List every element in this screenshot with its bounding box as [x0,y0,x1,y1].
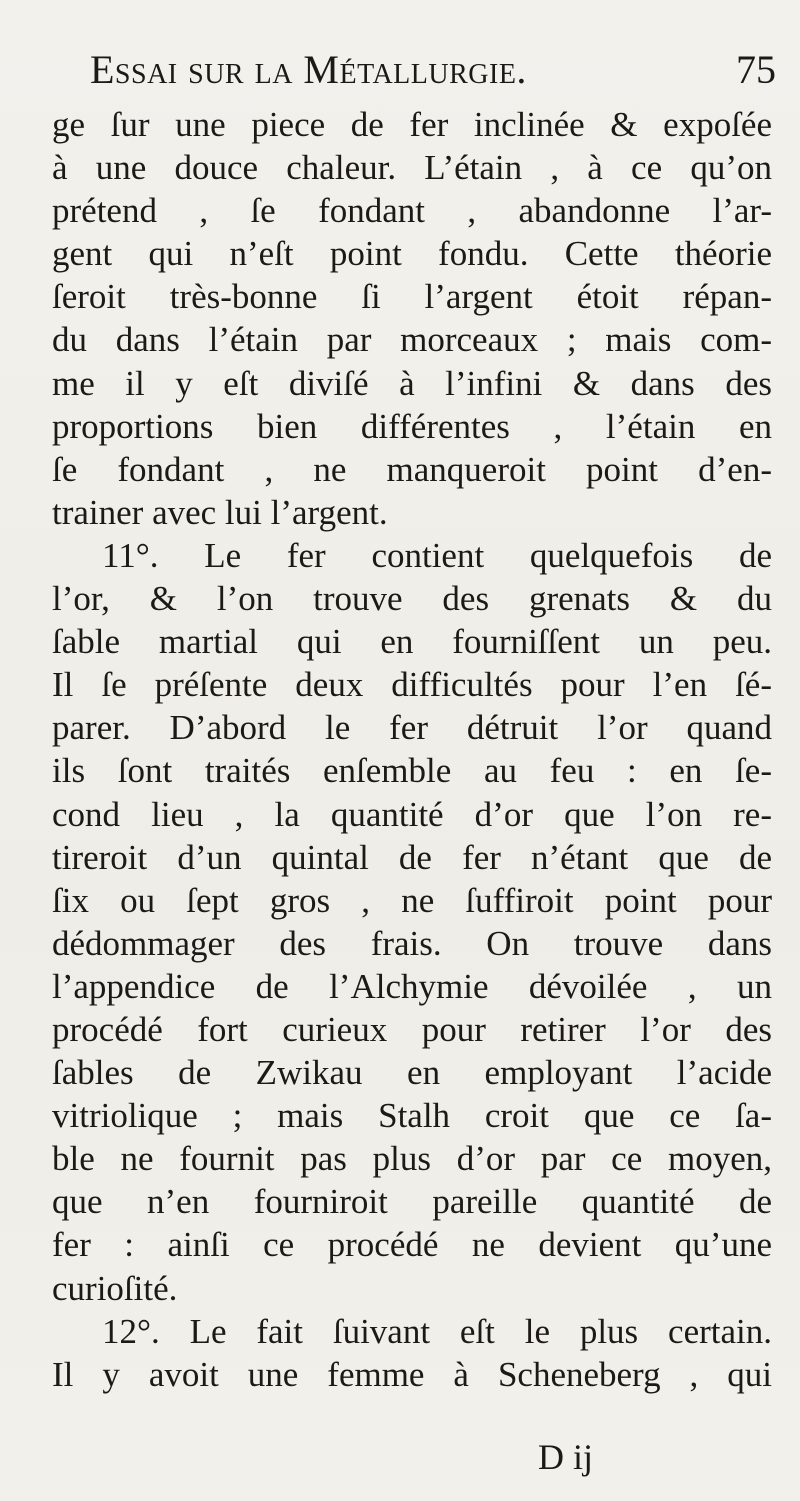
running-head [90,42,780,98]
text-line: ge ſur une piece de fer inclinée & expoſée [52,105,772,144]
text-line: procédé fort curieux pour retirer l’or des [52,1009,772,1049]
text-line: parer. D’abord le fer détruit l’or quand [52,708,772,748]
text-line: prétend , ſe fondant , abandonne l’ar- [52,191,772,231]
body-text [52,103,772,1396]
text-line: gent qui n’eſt point fondu. Cette théorie [52,234,772,274]
text-line: proportions bien différentes , l’étain en [52,406,772,446]
text-line: que n’en fourniroit pareille quantité de [52,1182,772,1222]
text-line: Il ſe préſente deux difficultés pour l’en ſé- [52,665,772,705]
text-line: à une douce chaleur. L’étain , à ce qu’on [52,148,772,188]
text-line: me il y eſt diviſé à l’infini & dans des [52,363,772,403]
paragraph-start-line: 12°. Le fait ſuivant eſt le plus certain. [102,1311,772,1351]
text-line: ſable martial qui en fourniſſent un peu. [52,622,772,662]
text-line: ſe fondant , ne manqueroit point d’en- [52,449,772,489]
text-line: ſeroit très-bonne ſi l’argent étoit répan- [52,277,772,317]
text-line: tireroit d’un quintal de fer n’étant que de [52,837,772,877]
text-line: l’appendice de l’Alchymie dévoilée , un [52,966,772,1006]
paragraph-start-line: 11°. Le fer contient quelquefois de [102,535,772,575]
text-line: vitriolique ; mais Stalh croit que ce ſa- [52,1096,772,1136]
text-line: dédommager des frais. On trouve dans [52,923,772,963]
text-line: Il y avoit une femme à Scheneberg , qui [52,1354,772,1394]
page-number: 75 [736,47,776,92]
text-line: curioſité. [52,1268,178,1308]
text-line: l’or, & l’on trouve des grenats & du [52,579,772,619]
text-line: fer : ainſi ce procédé ne devient qu’une [52,1225,772,1265]
text-line: ble ne fournit pas plus d’or par ce moyen, [52,1139,772,1179]
signature-mark: D ij [538,1437,594,1477]
text-line: du dans l’étain par morceaux ; mais com- [52,320,772,360]
text-line: cond lieu , la quantité d’or que l’on re- [52,794,772,834]
running-title: Essai sur la Métallurgie. [90,47,527,92]
text-line: ſix ou ſept gros , ne ſuffiroit point pour [52,880,772,920]
text-line: ſables de Zwikau en employant l’acide [52,1053,772,1093]
text-line: ils ſont traités enſemble au feu : en ſe- [52,751,772,791]
text-line: trainer avec lui l’argent. [52,492,388,532]
